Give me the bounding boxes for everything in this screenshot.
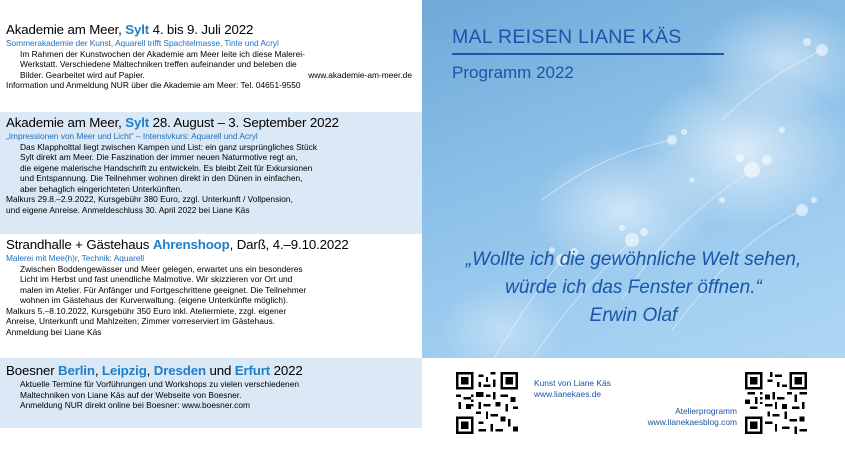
program-year: Programm 2022 <box>452 63 574 82</box>
quote-line: „Wollte ich die gewöhnliche Welt sehen, <box>465 249 802 270</box>
quote-line: würde ich das Fenster öffnen.“ <box>505 277 762 298</box>
course-list-panel <box>0 0 422 450</box>
qr-code-blog[interactable] <box>745 372 807 434</box>
cover-panel <box>422 0 845 450</box>
contact-footer <box>422 358 845 450</box>
title-underline <box>452 53 724 55</box>
course-description: Zwischen Boddengewässer und Meer gelegen, erwartet uns ein besonderes Licht im Herbst und fast unendliche Malmotive. Wir skizzieren vor Ort und malen im Atelier. Für Anfänger und Fortgeschrittene geeignet. Die Teilnehmer wohnen im Gästehaus der Kurverwaltung. (eigene Unterkünfte möglich). <box>20 263 307 305</box>
website-link[interactable]: www.lianekaes.de <box>534 389 602 399</box>
city-highlight: Erfurt <box>234 363 271 378</box>
course-heading: Akademie am Meer, Sylt 28. August – 3. September 2022 <box>6 115 339 130</box>
location-highlight: Sylt <box>125 115 150 130</box>
brochure-title: MAL REISEN LIANE KÄS <box>452 26 682 48</box>
location-highlight: Ahrenshoop <box>152 237 230 252</box>
course-heading: Boesner Berlin, Leipzig, Dresden und Erfurt 2022 <box>6 363 303 378</box>
location-highlight: Sylt <box>125 22 150 37</box>
city-highlight: Leipzig <box>101 363 147 378</box>
city-highlight: Berlin <box>58 363 95 378</box>
course-description: Das Klappholttal liegt zwischen Kampen und List: ein ganz ursprüngliches Stück Sylt direkt am Meer. Die Faszination der immer neuen Naturmotive regt an, die eigene malerische Handschrift zu entwickeln. Es bleibt Zeit für Exkursionen und Entspannung. Die Teilnehmer wohnen direkt in den Dünen in einfachen, aber behaglich eingerichteten Unterkünften. <box>20 141 318 194</box>
course-description: Im Rahmen der Kunstwochen der Akademie am Meer leite ich diese Malerei- Werkstatt. Verschiedene Maltechniken treffen aufeinander und beleben die Bilder. Gearbeitet wird auf Papier. www.akademie-am-meer.de <box>20 48 412 80</box>
city-highlight: Dresden <box>153 363 206 378</box>
course-section-ahrenshoop <box>0 234 422 358</box>
course-subtitle: „Impressionen von Meer und Licht“ – Intensivkurs: Aquarell und Acryl <box>6 131 258 141</box>
course-section-boesner <box>0 358 422 428</box>
akademie-url: www.akademie-am-meer.de <box>308 69 412 80</box>
website-info: Kunst von Liane Käs www.lianekaes.de <box>534 378 611 399</box>
course-heading: Akademie am Meer, Sylt 4. bis 9. Juli 2022 <box>6 22 254 37</box>
course-info: Malkurs 29.8.–2.9.2022, Kursgebühr 380 Euro, zzgl. Unterkunft / Vollpension, und eigene Anreise. Anmeldeschluss 30. April 2022 bei Liane Käs <box>6 194 293 215</box>
quote-author: Erwin Olaf <box>589 305 678 326</box>
course-info: Information und Anmeldung NUR über die Akademie am Meer: Tel. 04651-9550 <box>6 80 301 90</box>
course-section-sylt-july <box>0 22 422 112</box>
course-description: Aktuelle Termine für Vorführungen und Workshops zu vielen verschiedenen Maltechniken von Liane Käs auf der Webseite von Boesner. Anmeldung NUR direkt online bei Boesner: www.boesner.com <box>20 379 300 410</box>
course-info: Malkurs 5.–8.10.2022, Kursgebühr 350 Euro inkl. Ateliermiete, zzgl. eigener Anreise, Unterkunft und Mahlzeiten; Zimmer vorreserviert im Gästehaus. Anmeldung bei Liane Käs <box>6 305 287 337</box>
blog-info: Atelierprogramm www.lianekaesblog.com <box>647 406 737 427</box>
blog-link[interactable]: www.lianekaesblog.com <box>647 417 737 427</box>
quote <box>422 246 845 330</box>
qr-code-website[interactable] <box>456 372 518 434</box>
course-section-sylt-august <box>0 112 422 234</box>
course-subtitle: Malerei mit Mee(h)r, Technik: Aquarell <box>6 253 145 263</box>
course-subtitle: Sommerakademie der Kunst, Aquarell trifft Spachtelmasse, Tinte und Acryl <box>6 38 279 48</box>
course-heading: Strandhalle + Gästehaus Ahrenshoop, Darß, 4.–9.10.2022 <box>6 237 349 252</box>
